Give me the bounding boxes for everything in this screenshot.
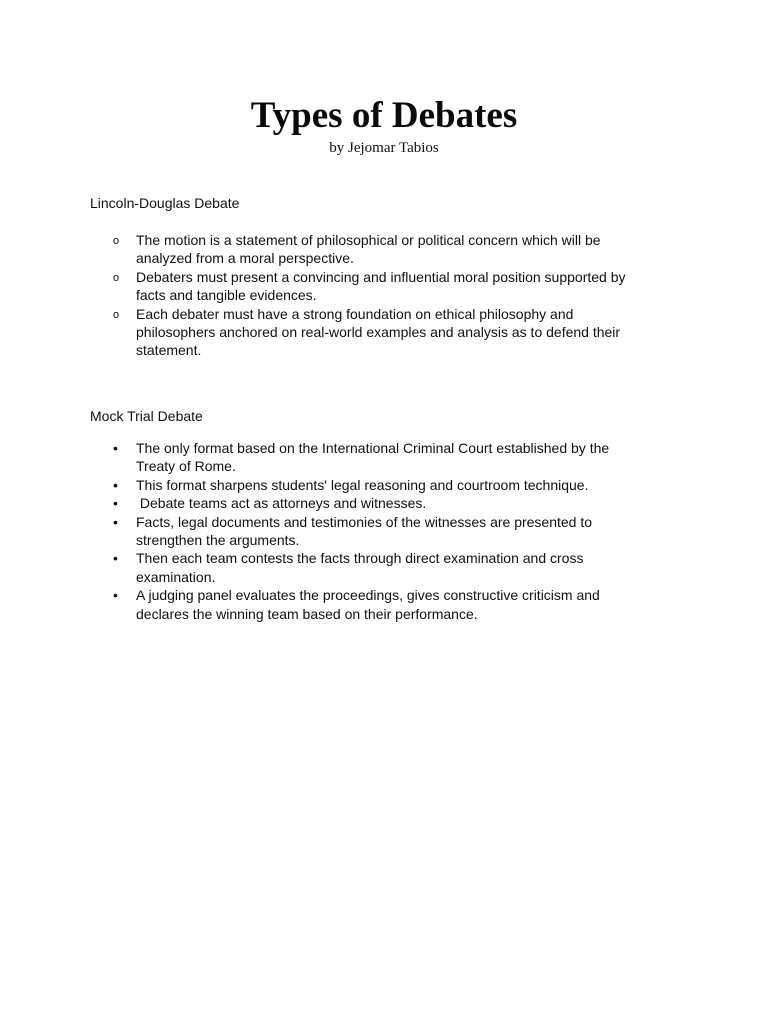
list-item <box>0 439 768 476</box>
list-item-text: The motion is a statement of philosophical or political concern which will be analyzed from a moral perspective. <box>136 232 601 267</box>
bullet-marker: o <box>113 271 120 284</box>
bullet-marker: • <box>113 587 118 604</box>
bullet-marker: • <box>113 476 118 493</box>
bullet-marker: o <box>113 308 120 321</box>
list-item <box>0 231 768 268</box>
bullet-marker: o <box>113 235 120 247</box>
list-item-text: The only format based on the International Criminal Court established by the Treaty of Rome. <box>136 440 610 475</box>
list-item-text: This format sharpens students' legal reasoning and courtroom technique. <box>136 476 589 493</box>
section-heading-lincoln-douglas: Lincoln-Douglas Debate <box>90 195 240 211</box>
bullet-marker: • <box>113 440 118 456</box>
list-item <box>0 494 768 512</box>
list-item-text: Debaters must present a convincing and influential moral position supported by facts and tangible evidences. <box>136 268 626 304</box>
list-item <box>0 305 768 360</box>
list-item <box>0 513 768 550</box>
list-item <box>0 268 768 305</box>
list-item-text: Each debater must have a strong foundation on ethical philosophy and philosophers anchored on real-world examples and analysis as to defend their statement. <box>136 305 621 359</box>
list-item-text: A judging panel evaluates the proceedings, gives constructive criticism and declares the winning team based on their performance. <box>136 587 600 622</box>
bullet-marker: • <box>113 513 118 530</box>
bullet-marker: • <box>113 550 118 567</box>
list-item-text: Debate teams act as attorneys and witnesses. <box>136 495 427 512</box>
list-item <box>0 586 768 623</box>
mock-trial-list <box>0 439 768 623</box>
list-item <box>0 476 768 494</box>
bullet-marker: • <box>113 495 118 512</box>
list-item-text: Facts, legal documents and testimonies of the witnesses are presented to strengthen the arguments. <box>136 513 593 549</box>
list-item <box>0 549 768 586</box>
list-item-text: Then each team contests the facts through direct examination and cross examination. <box>136 550 584 585</box>
document-byline: by Jejomar Tabios <box>329 140 439 156</box>
lincoln-douglas-list <box>0 231 768 360</box>
section-heading-mock-trial: Mock Trial Debate <box>90 408 203 424</box>
document-title: Types of Debates <box>250 95 518 136</box>
